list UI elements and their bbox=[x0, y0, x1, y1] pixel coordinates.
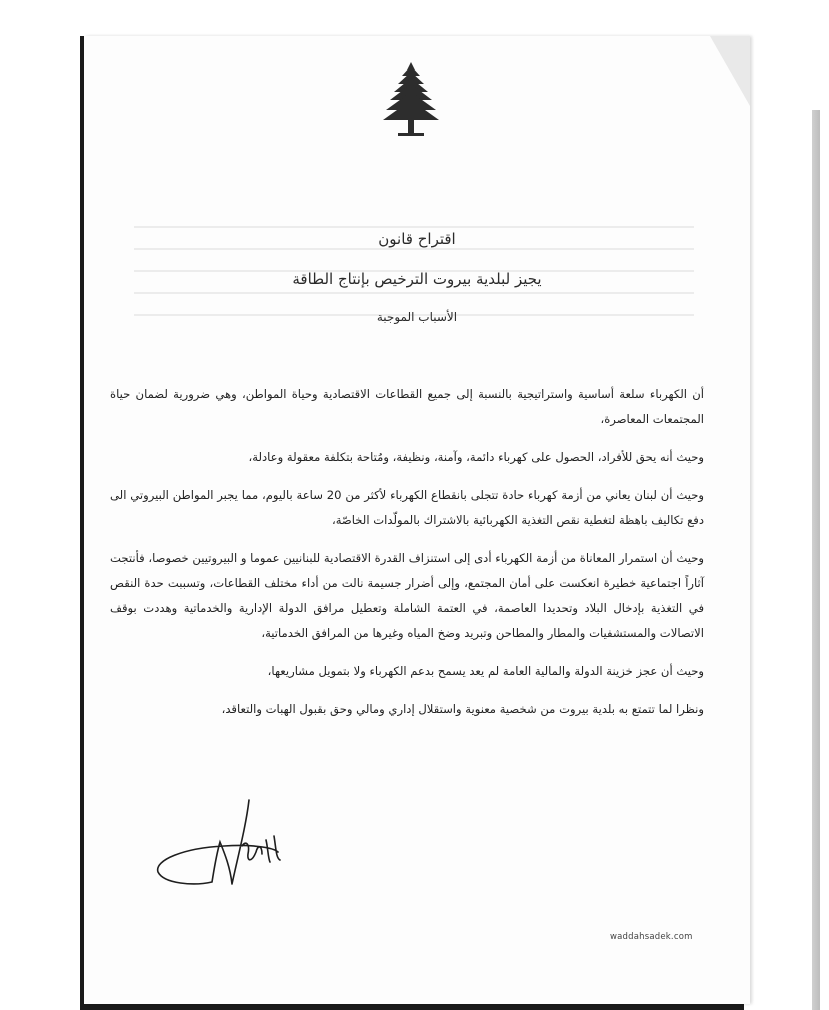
paragraph-4: وحيث أن استمرار المعاناة من أزمة الكهرباء أدى إلى استنزاف القدرة الاقتصادية للبنانيين عموما و البيروتيين خصوصا، فأنتجت آثاراً اجتماعية خطيرة انعكست على أمان المجتمع، وإلى أضرار جسيمة نالت من أداء مختلف القطاعات، وتسببت حدة النقص في التغذية بإدخال البلاد وتحديدا العاصمة، في العتمة الشاملة وتعطيل مرافق الدولة الإدارية والخدماتية وهددت بوقف الاتصالات والمستشفيات والمطار والمطاحن وتبريد وضخ المياه وغيرها من المرافق الخدماتية، bbox=[110, 551, 704, 640]
paragraph-6: ونظرا لما تتمتع به بلدية بيروت من شخصية معنوية واستقلال إداري ومالي وحق بقبول الهبات والتعاقد، bbox=[221, 702, 704, 716]
page-fold-corner bbox=[710, 36, 750, 106]
paragraph-1: أن الكهرباء سلعة أساسية واستراتيجية بالنسبة إلى جميع القطاعات الاقتصادية وحياة المواطن، وهي ضرورية لضمان حياة المجتمعات المعاصرة، bbox=[110, 387, 704, 426]
scan-edge-bottom bbox=[80, 1004, 744, 1010]
document-body bbox=[110, 382, 704, 735]
paragraph-3: وحيث أن لبنان يعاني من أزمة كهرباء حادة تتجلى بانقطاع الكهرباء لأكثر من 20 ساعة باليوم، مما يجبر المواطن البيروتي الى دفع تكاليف باهظة لتغطية نقص التغذية الكهربائية بالاشتراك بالمولّدات الخاصّة، bbox=[110, 488, 704, 527]
document-page bbox=[84, 36, 750, 1004]
paragraph-5: وحيث أن عجز خزينة الدولة والمالية العامة لم يعد يسمح بدعم الكهرباء ولا بتمويل مشاريعها، bbox=[267, 664, 704, 678]
handwritten-signature bbox=[154, 796, 314, 896]
paragraph-2: وحيث أنه يحق للأفراد، الحصول على كهرباء دائمة، وآمنة، ونظيفة، ومُتاحة بتكلفة معقولة وعادلة، bbox=[248, 450, 704, 464]
website-footer: waddahsadek.com bbox=[610, 932, 693, 942]
cedar-emblem-icon bbox=[380, 60, 442, 140]
document-heading: اقتراح قانون bbox=[378, 230, 456, 248]
section-title: الأسباب الموجبة bbox=[376, 310, 458, 324]
document-subject: يجيز لبلدية بيروت الترخيص بإنتاج الطاقة bbox=[292, 270, 542, 288]
scan-edge-right bbox=[812, 110, 820, 1010]
